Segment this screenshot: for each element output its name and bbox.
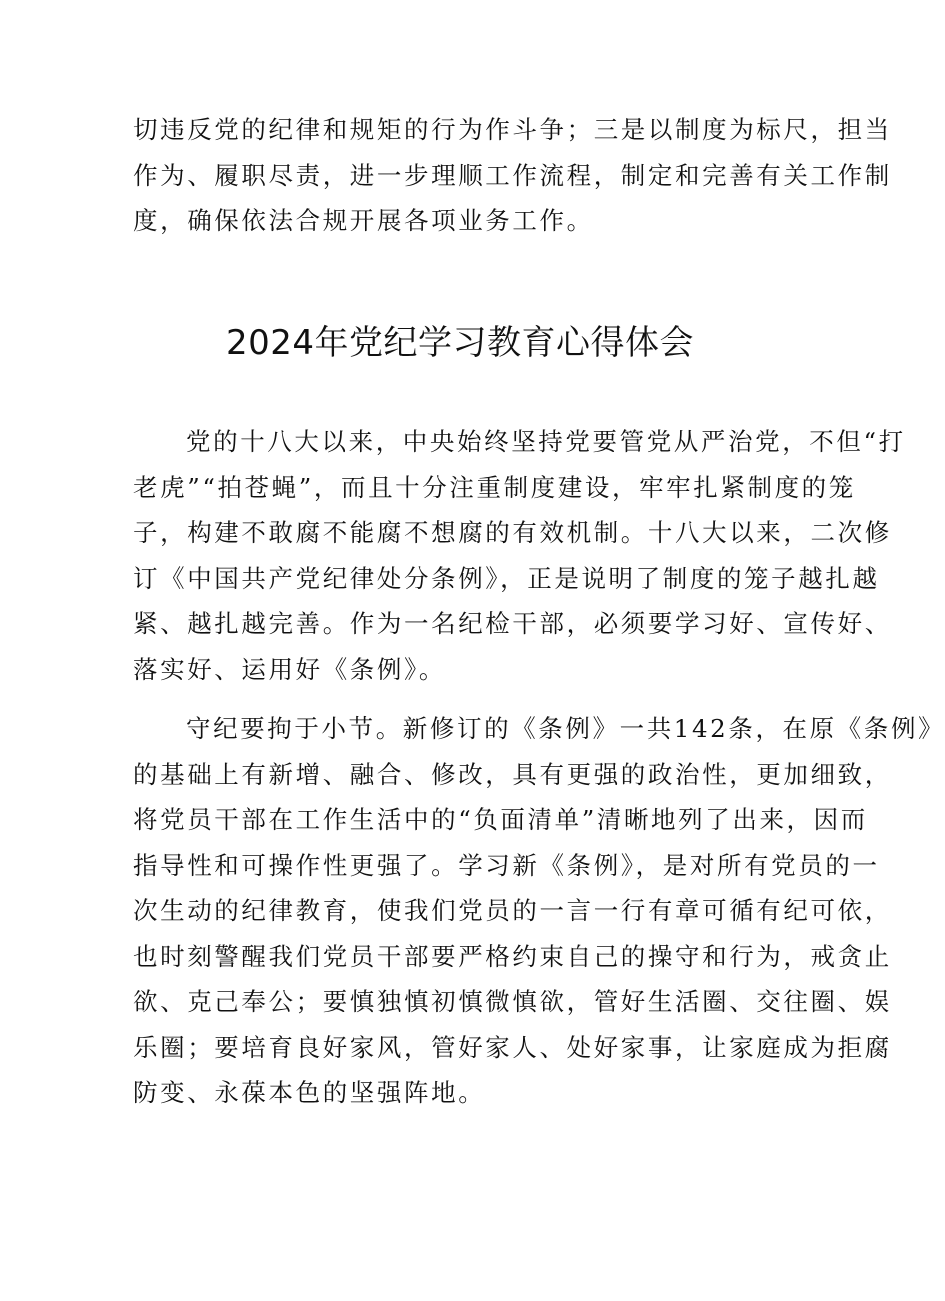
paragraph-1-line-6: 落实好、运用好《条例》。 (133, 654, 446, 684)
paragraph-2-line-1: 守纪要拘于小节。新修订的《条例》一共142条，在原《条例》 (186, 714, 945, 743)
paragraph-2-line-6: 也时刻警醒我们党员干部要严格约束自己的操守和行为，戒贪止 (133, 941, 892, 971)
paragraph-1 (133, 419, 906, 692)
paragraph-1-line-3: 子，构建不敢腐不能腐不想腐的有效机制。十八大以来，二次修 (133, 518, 892, 547)
intro-paragraph (133, 107, 892, 244)
paragraph-2-line-8: 乐圈；要培育良好家风，管好家人、处好家事，让家庭成为拒腐 (133, 1032, 892, 1062)
intro-line-1: 切违反党的纪律和规矩的行为作斗争；三是以制度为标尺，担当 (133, 115, 892, 144)
paragraph-2-line-9: 防变、永葆本色的坚强阵地。 (133, 1078, 486, 1107)
paragraph-2-line-2: 的基础上有新增、融合、修改，具有更强的政治性，更加细致， (133, 759, 892, 789)
paragraph-1-line-1: 党的十八大以来，中央始终坚持党要管党从严治党，不但“打 (186, 427, 906, 456)
document-title: 2024年党纪学习教育心得体会 (225, 323, 695, 363)
paragraph-2-line-5: 次生动的纪律教育，使我们党员的一言一行有章可循有纪可依， (133, 896, 892, 925)
paragraph-2-line-7: 欲、克己奉公；要慎独慎初慎微慎欲，管好生活圈、交往圈、娱 (133, 987, 892, 1016)
paragraph-1-line-5: 紧、越扎越完善。作为一名纪检干部，必须要学习好、宣传好、 (133, 609, 892, 638)
intro-line-3: 度，确保依法合规开展各项业务工作。 (133, 206, 594, 235)
paragraph-2-line-3: 将党员干部在工作生活中的“负面清单”清晰地列了出来，因而 (133, 805, 868, 834)
paragraph-1-line-4: 订《中国共产党纪律处分条例》，正是说明了制度的笼子越扎越 (133, 563, 880, 593)
paragraph-2-line-4: 指导性和可操作性更强了。学习新《条例》，是对所有党员的一 (133, 850, 880, 880)
paragraph-2 (133, 706, 945, 1116)
paragraph-1-line-2: 老虎”“拍苍蝇”，而且十分注重制度建设，牢牢扎紧制度的笼 (133, 472, 856, 502)
intro-line-2: 作为、履职尽责，进一步理顺工作流程，制定和完善有关工作制 (133, 160, 892, 190)
